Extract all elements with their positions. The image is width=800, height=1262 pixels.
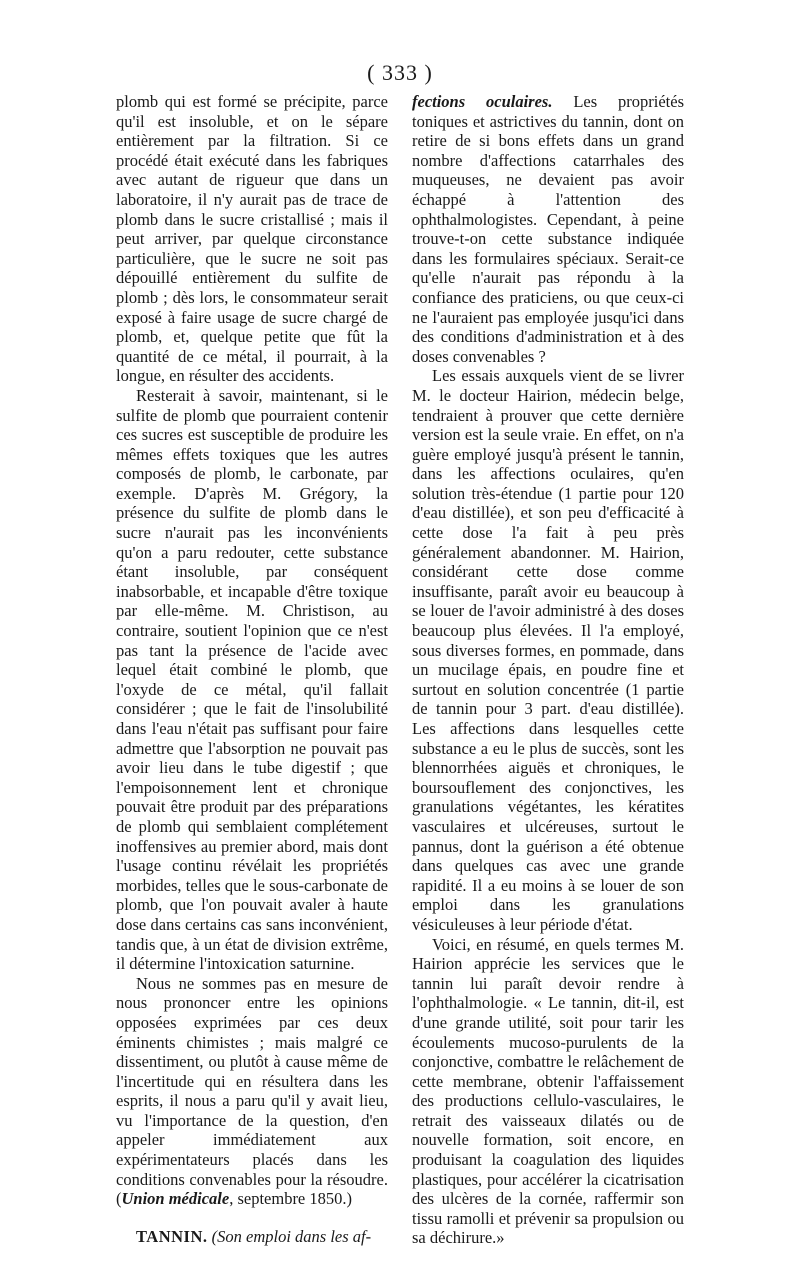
citation-date: , septembre 1850.) <box>229 1189 353 1209</box>
paragraph: Resterait à savoir, maintenant, si le sulfite de plomb que pourraient contenir ces sucres est susceptible de produire les mêmes effets toxiques que les autres composés de plomb, le carbonate, par exemple. D'après M. Grégory, la présence du sulfite de plomb dans le sucre n'aurait pas les inconvénients qu'on a paru redouter, cette substance étant insoluble, par conséquent inabsorbable, et incapable d'être toxique par elle-même. M. Christison, au contraire, soutient l'opinion que ce n'est pas tant la présence de l'acide avec lequel était combiné le plomb, que l'oxyde de ce métal, qu'il fallait considérer ; que le fait de l'insolubilité dans l'eau n'était pas suffisant pour faire admettre que l'absorption ne pouvait pas avoir lieu dans le tube digestif ; que l'empoisonnement lent et chronique pouvait être produit par des préparations de plomb qui semblaient complétement inoffensives au premier abord, mais dont l'usage continu révélait les propriétés morbides, telles que le sous-carbonate de plomb, que l'on pouvait avaler à haute dose dans certains cas sans inconvénient, tandis que, à un état de division extrême, il détermine l'intoxication saturnine. <box>116 385 388 974</box>
paragraph: Les essais auxquels vient de se livrer M. le docteur Hairion, médecin belge, tendraient à prouver que cette dernière version est la seule vraie. En effet, on n'a guère employé jusqu'à présent le tannin, dans les affections oculaires, qu'en solution très-étendue (1 partie pour 120 d'eau distillée), et son peu d'efficacité à cette dose l'a fait à peu près généralement abandonner. M. Hairion, considérant cette dose comme insuffisante, paraît avoir eu beaucoup à se louer de l'avoir administré à des doses beaucoup plus élevées. Il l'a employé, sous diverses formes, en pommade, dans un mucilage épais, en poudre fine et surtout en solution concentrée (1 partie de tannin pour 3 part. d'eau distillée). Les affections dans lesquelles cette substance a eu le plus de succès, sont les blennorrhées aiguës et chroniques, le boursouflement des conjonctives, les granulations végétantes, les kératites vasculaires et ulcéreuses, surtout le pannus, dont la guérison a été obtenue dans quelques cas avec une grande rapidité. Il a eu moins à se louer de son emploi dans les granulations vésiculeuses à leur période d'état. <box>412 366 684 934</box>
citation-source: Union médicale <box>121 1189 230 1209</box>
paragraph <box>412 92 684 366</box>
section-heading <box>116 1227 388 1247</box>
paragraph-text: Nous ne sommes pas en mesure de nous prononcer entre les opinions opposées exprimées par ces deux éminents chimistes ; mais malgré ce dissentiment, ou plutôt à cause même de l'incertitude qui en résultera dans les esprits, il nous a paru qu'il y avait lieu, vu l'importance de la question, d'en appeler immédiatement aux expérimentateurs placés dans les conditions convenables pour la résoudre. ( <box>116 973 388 1209</box>
paragraph-text: Les propriétés toniques et astrictives du tannin, dont on retire de si bons effets dans un grand nombre d'affections catarrhales des muqueuses, ne devaient pas avoir échappé à l'attention des ophthalmologistes. Cependant, à peine trouve-t-on cette substance indiquée dans les formulaires spéciaux. Serait-ce qu'elle n'aurait pas répondu à la confiance des praticiens, ou que ceux-ci ne l'auraient pas employée jusqu'ici dans des conditions d'administration et à des doses convenables ? <box>412 92 684 366</box>
paragraph: Voici, en résumé, en quels termes M. Hairion apprécie les services que le tannin lui paraît devoir rendre à l'ophthalmologie. « Le tannin, dit-il, est d'une grande utilité, soit pour tarir les écoulements mucoso-purulents de la conjonctive, combattre le relâchement de cette membrane, obtenir l'affaissement des productions cellulo-vasculaires, le retrait des vaisseaux dilatés ou de nouvelle formation, soit encore, en produisant la coagulation des liquides plastiques, pour accélérer la cicatrisation des ulcères de la cornée, raffermir son tissu ramolli et prévenir sa propulsion ou sa déchirure.» <box>412 934 684 1248</box>
section-subtitle: (Son emploi dans les af- <box>211 1226 372 1246</box>
paragraph <box>116 974 388 1209</box>
section-title: TANNIN. <box>136 1226 208 1246</box>
section-subtitle-continued: fections oculaires. <box>412 92 553 111</box>
page-number: ( 333 ) <box>367 60 433 85</box>
right-column <box>412 92 684 1248</box>
left-column <box>116 92 388 1246</box>
paragraph: plomb qui est formé se précipite, parce qu'il est insoluble, et on le sépare entièrement par la filtration. Si ce procédé était exécuté dans les fabriques avec autant de rigueur que dans un laboratoire, il n'y aurait pas de trace de plomb dans le sucre cristallisé ; mais il peut arriver, par quelque circonstance particulière, que le sucre ne soit pas dépouillé entièrement du sulfite de plomb ; dès lors, le consommateur serait exposé à faire usage de sucre chargé de plomb, et, quelque petite que fût la quantité de ce métal, il pourrait, à la longue, en résulter des accidents. <box>116 92 388 386</box>
